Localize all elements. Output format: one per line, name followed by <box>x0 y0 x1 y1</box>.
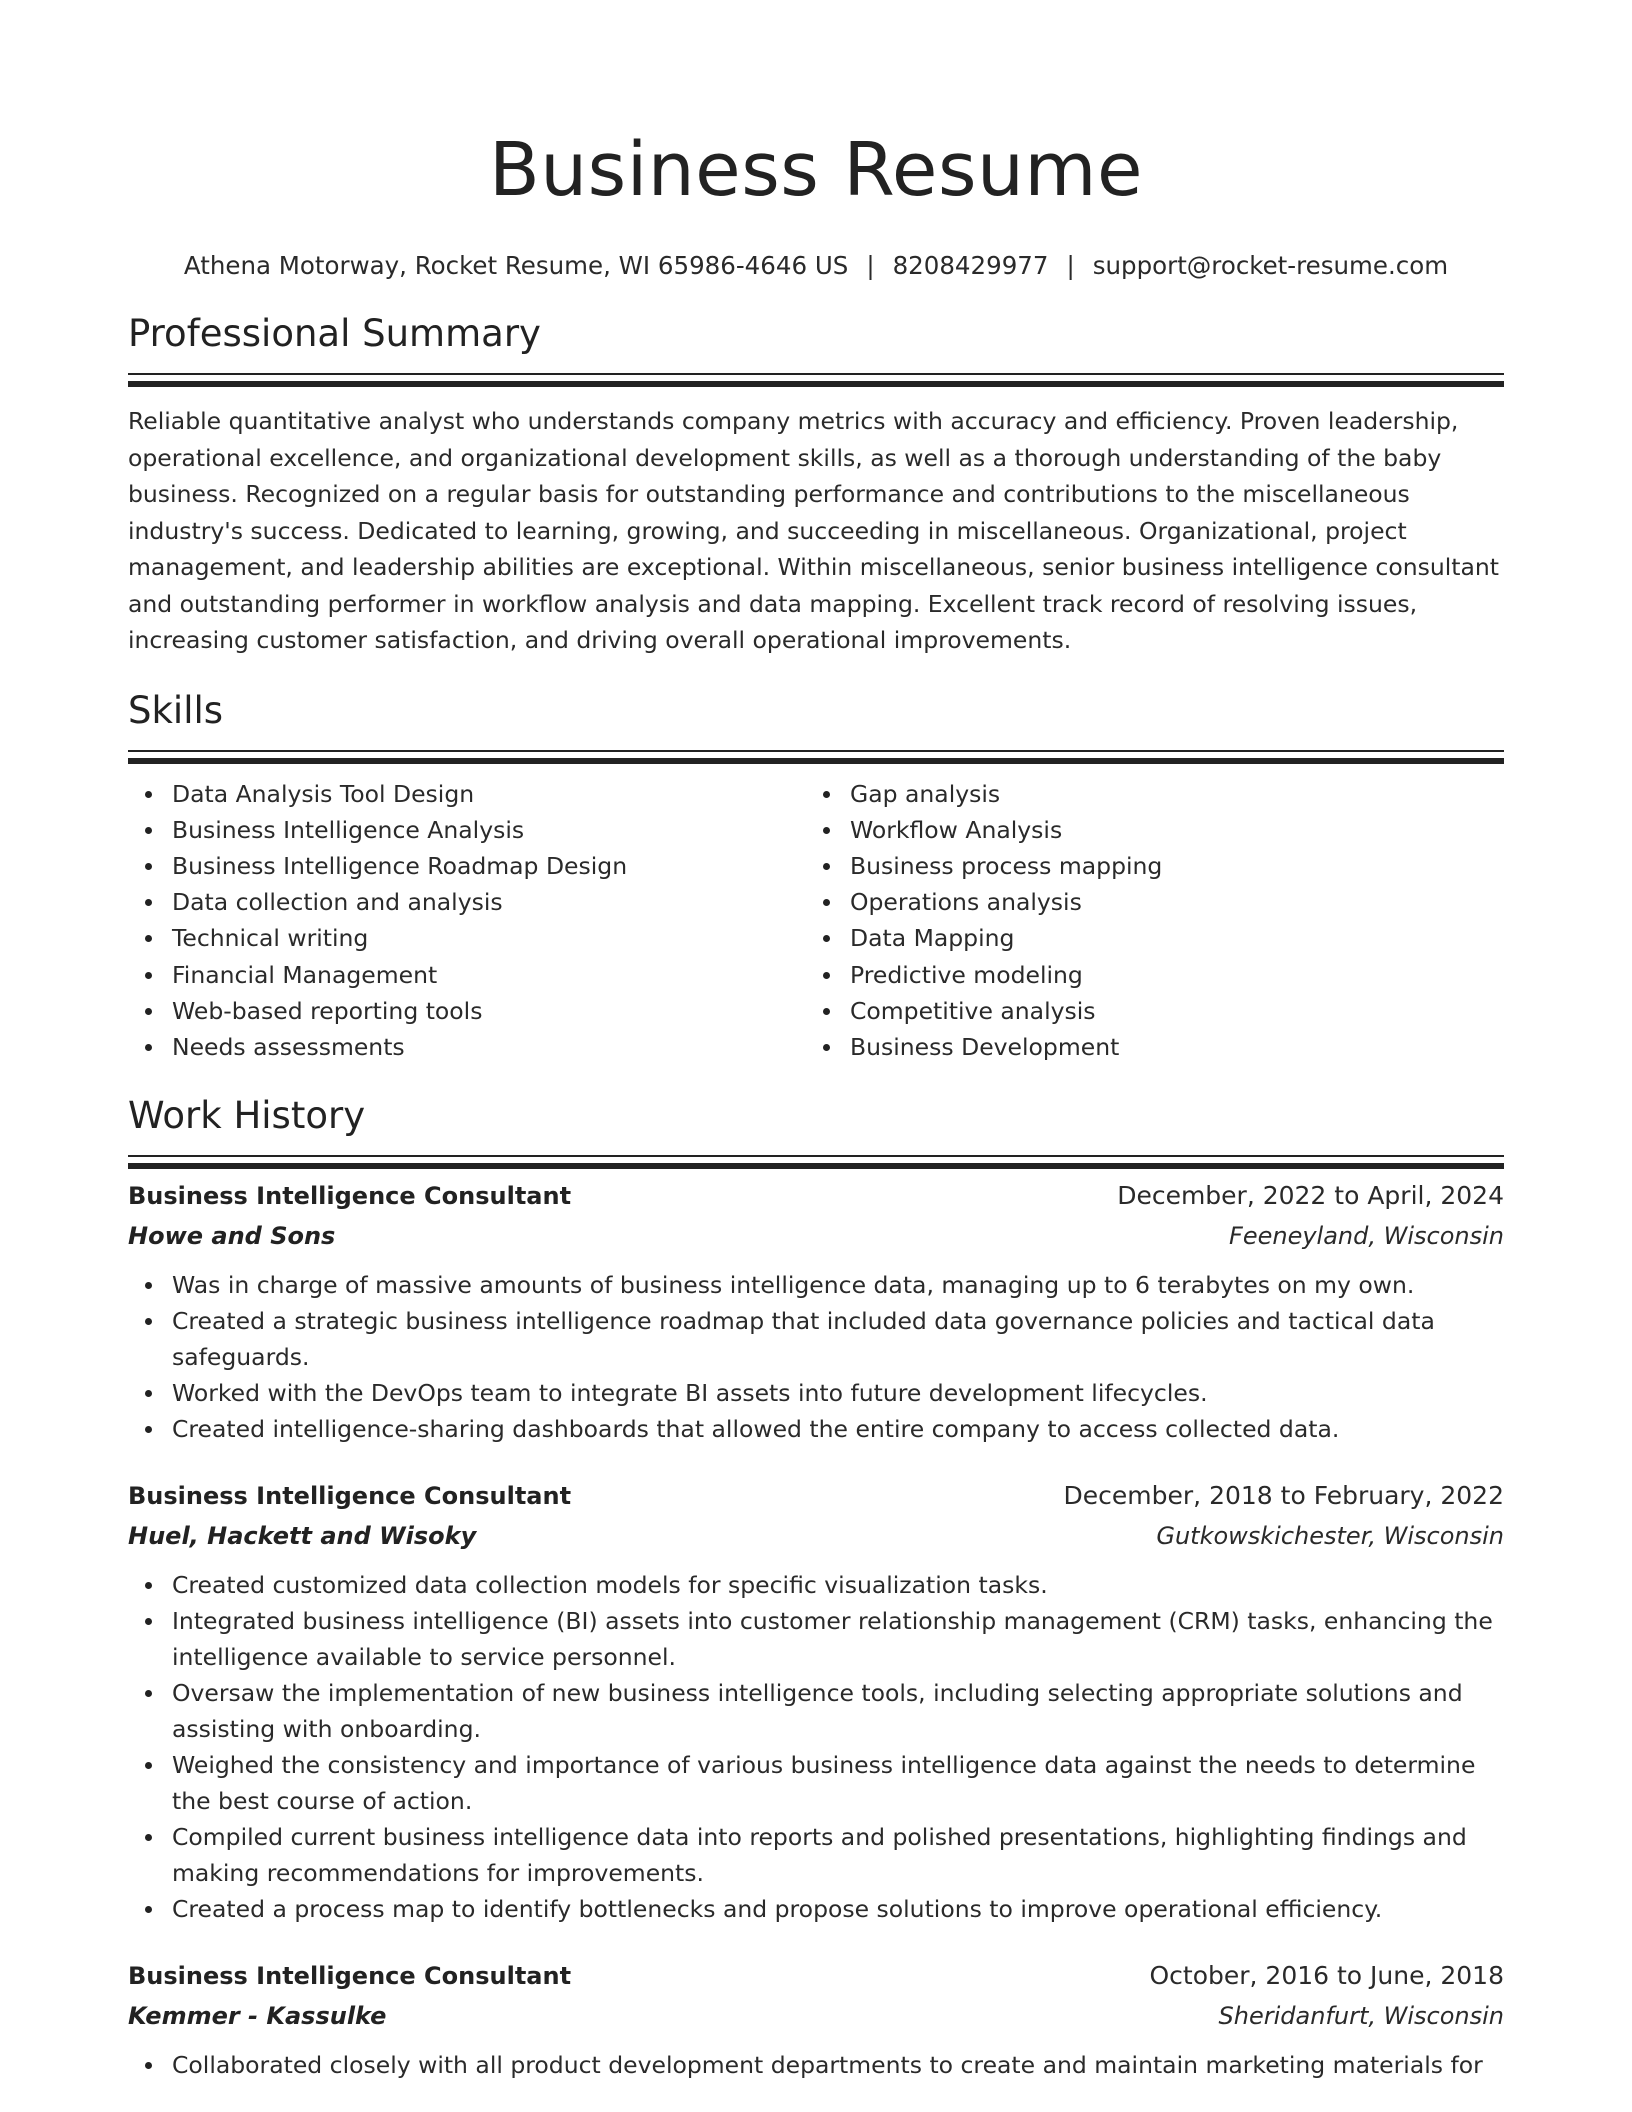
job-subheader <box>128 1999 1504 2033</box>
job-header <box>128 1479 1504 1513</box>
job-company: Kemmer - Kassulke <box>128 2002 387 2031</box>
skill-item: Competitive analysis <box>850 993 1484 1029</box>
job-dates: December, 2022 to April, 2024 <box>1117 1181 1504 1211</box>
contact-address: Athena Motorway, Rocket Resume, WI 65986-4646 US <box>183 251 849 280</box>
duty-item: Created intelligence-sharing dashboards that allowed the entire company to access collected data. <box>172 1411 1504 1447</box>
skills-columns <box>128 776 1504 1066</box>
skill-item: Predictive modeling <box>850 957 1484 993</box>
skill-item: Operations analysis <box>850 884 1484 920</box>
contact-separator: | <box>866 251 875 280</box>
job-location: Sheridanfurt, Wisconsin <box>1218 2002 1504 2031</box>
duty-item: Collaborated closely with all product development departments to create and maintain marketing materials for <box>172 2047 1504 2083</box>
duty-item: Oversaw the implementation of new business intelligence tools, including selecting appropriate solutions and assisting with onboarding. <box>172 1675 1504 1747</box>
skill-item: Business process mapping <box>850 848 1484 884</box>
skill-item: Technical writing <box>172 920 806 956</box>
job-subheader <box>128 1519 1504 1553</box>
skill-item: Needs assessments <box>172 1029 806 1065</box>
duty-item: Was in charge of massive amounts of business intelligence data, managing up to 6 terabytes on my own. <box>172 1267 1504 1303</box>
skills-section <box>128 688 1504 1066</box>
skill-item: Data collection and analysis <box>172 884 806 920</box>
summary-heading: Professional Summary <box>128 312 541 355</box>
skill-item: Data Analysis Tool Design <box>172 776 806 812</box>
contact-line <box>128 250 1504 282</box>
duty-item: Created customized data collection models for specific visualization tasks. <box>172 1567 1504 1603</box>
contact-separator: | <box>1066 251 1075 280</box>
job-dates: December, 2018 to February, 2022 <box>1063 1481 1504 1511</box>
job-subheader <box>128 1219 1504 1253</box>
skill-item: Data Mapping <box>850 920 1484 956</box>
duty-item: Weighed the consistency and importance of various business intelligence data against the needs to determine the best course of action. <box>172 1747 1504 1819</box>
skill-item: Gap analysis <box>850 776 1484 812</box>
skills-list-left <box>128 776 806 1066</box>
section-divider <box>128 373 1504 375</box>
work-heading: Work History <box>128 1094 366 1138</box>
job-entry <box>128 1959 1504 2083</box>
resume-name: Business Resume <box>488 127 1144 213</box>
job-entry <box>128 1479 1504 1927</box>
skills-list-right <box>806 776 1484 1066</box>
skill-item: Financial Management <box>172 957 806 993</box>
skill-item: Business Development <box>850 1029 1484 1065</box>
job-duties <box>128 2047 1504 2083</box>
duty-item: Compiled current business intelligence data into reports and polished presentations, highlighting findings and making recommendations for improvements. <box>172 1819 1504 1891</box>
skill-item: Business Intelligence Roadmap Design <box>172 848 806 884</box>
duty-item: Worked with the DevOps team to integrate BI assets into future development lifecycles. <box>172 1375 1504 1411</box>
duty-item: Created a strategic business intelligence roadmap that included data governance policies and tactical data safeguards. <box>172 1303 1504 1375</box>
skill-item: Business Intelligence Analysis <box>172 812 806 848</box>
summary-text: Reliable quantitative analyst who understands company metrics with accuracy and efficiency. Proven leadership, operational excellence, and organizational development skills, as well as a thorough understanding of the baby business. Recognized on a regular basis for outstanding performance and contributions to the miscellaneous industry's success. Dedicated to learning, growing, and succeeding in miscellaneous. Organizational, project management, and leadership abilities are exceptional. Within miscellaneous, senior business intelligence consultant and outstanding performer in workflow analysis and data mapping. Excellent track record of resolving issues, increasing customer satisfaction, and driving overall operational improvements. <box>128 407 1499 654</box>
contact-email: support@rocket-resume.com <box>1092 251 1449 280</box>
work-section <box>128 1093 1504 2083</box>
resume-page <box>128 0 1504 2083</box>
duty-item: Created a process map to identify bottlenecks and propose solutions to improve operational efficiency. <box>172 1891 1504 1927</box>
job-title: Business Intelligence Consultant <box>128 1962 572 1991</box>
skill-item: Workflow Analysis <box>850 812 1484 848</box>
job-title: Business Intelligence Consultant <box>128 1182 572 1211</box>
section-divider <box>128 1155 1504 1157</box>
job-location: Feeneyland, Wisconsin <box>1229 1222 1504 1251</box>
job-header <box>128 1179 1504 1213</box>
job-duties <box>128 1267 1504 1447</box>
skills-heading: Skills <box>128 688 224 732</box>
job-dates: October, 2016 to June, 2018 <box>1149 1961 1504 1991</box>
summary-section <box>128 311 1504 659</box>
contact-phone: 8208429977 <box>892 251 1049 280</box>
job-title: Business Intelligence Consultant <box>128 1482 572 1511</box>
section-divider <box>128 750 1504 752</box>
job-company: Huel, Hackett and Wisoky <box>128 1522 477 1551</box>
skill-item: Web-based reporting tools <box>172 993 806 1029</box>
job-header <box>128 1959 1504 1993</box>
job-location: Gutkowskichester, Wisconsin <box>1156 1522 1504 1551</box>
job-company: Howe and Sons <box>128 1222 336 1251</box>
job-duties <box>128 1567 1504 1927</box>
duty-item: Integrated business intelligence (BI) assets into customer relationship management (CRM) tasks, enhancing the intelligence available to service personnel. <box>172 1603 1504 1675</box>
job-entry <box>128 1179 1504 1447</box>
